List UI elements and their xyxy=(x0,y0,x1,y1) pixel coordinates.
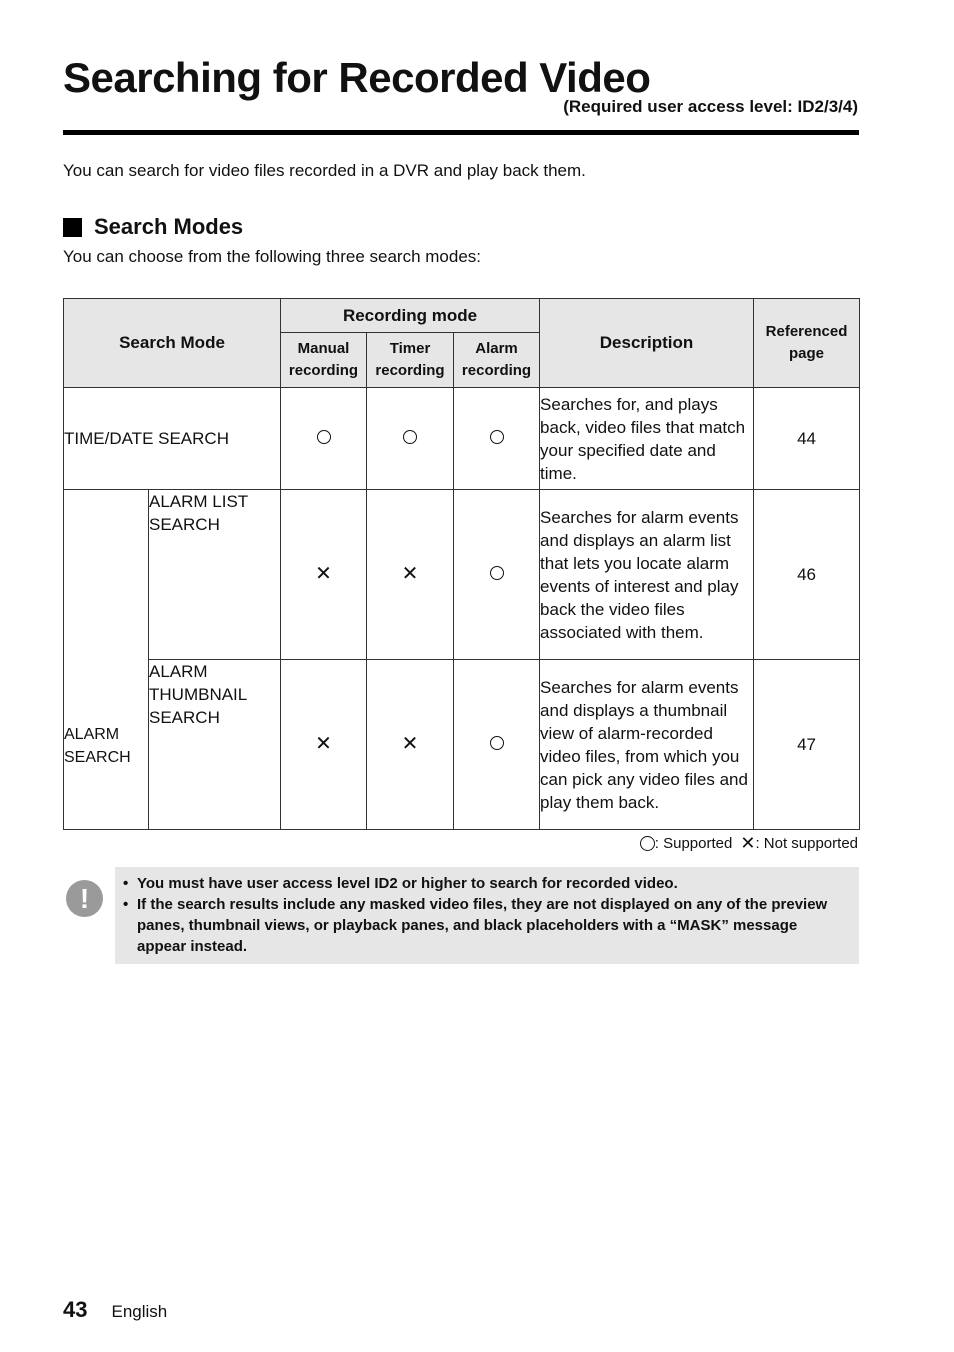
description-cell: Searches for alarm events and displays an alarm list that lets you locate alarm events of interest and play back the video files associated with them. xyxy=(540,490,754,660)
page-ref-cell: 44 xyxy=(754,388,860,490)
alarm-mark-cell xyxy=(454,388,540,490)
circle-icon xyxy=(403,430,417,444)
table-row xyxy=(64,660,860,830)
circle-icon xyxy=(490,566,504,580)
alarm-mark-cell xyxy=(454,490,540,660)
header-manual-line-1: Manual xyxy=(297,340,350,357)
marks-legend xyxy=(640,833,858,853)
description-cell: Searches for alarm events and displays a thumbnail view of alarm-recorded video files, from which you can pick any video files and play them back. xyxy=(540,660,754,830)
table-row xyxy=(64,490,860,660)
timer-mark-cell xyxy=(367,388,454,490)
search-modes-table xyxy=(63,298,860,830)
header-manual-recording xyxy=(281,333,367,388)
manual-mark-cell xyxy=(281,660,367,830)
table-header-row xyxy=(64,299,860,333)
timer-mark-cell xyxy=(367,660,454,830)
header-alarm-line-1: Alarm xyxy=(475,340,518,357)
legend-not-supported-label: : Not supported xyxy=(755,834,858,852)
mode-cell: ALARM THUMBNAIL SEARCH xyxy=(149,660,281,830)
exclamation-icon: ! xyxy=(66,880,103,917)
group-label-line-2: SEARCH xyxy=(64,748,131,766)
notice-box xyxy=(115,867,859,964)
header-timer-recording xyxy=(367,333,454,388)
legend-supported xyxy=(640,835,733,852)
header-timer-line-2: recording xyxy=(375,362,445,379)
section-heading-label: Search Modes xyxy=(94,214,244,239)
notice-item: • You must have user access level ID2 or higher to search for recorded video. xyxy=(121,873,835,894)
cross-icon: ✕ xyxy=(401,733,419,755)
intro-text: You can search for video files recorded in a DVR and play back them. xyxy=(63,161,586,180)
footer-language: English xyxy=(111,1302,168,1321)
page-footer xyxy=(63,1297,167,1323)
header-alarm-line-2: recording xyxy=(461,362,532,379)
header-description: Description xyxy=(540,299,754,388)
section-intro-text: You can choose from the following three search modes: xyxy=(63,247,482,266)
cross-icon: ✕ xyxy=(315,733,332,755)
alarm-mark-cell xyxy=(454,660,540,830)
mode-cell: ALARM LIST SEARCH xyxy=(149,490,281,660)
cross-icon: ✕ xyxy=(315,563,332,585)
table-row xyxy=(64,388,860,490)
circle-icon xyxy=(490,430,504,444)
alarm-search-group-label xyxy=(64,490,149,830)
page-title: Searching for Recorded Video xyxy=(63,54,651,101)
title-divider xyxy=(63,130,859,135)
header-referenced-page xyxy=(754,299,860,388)
cross-icon: ✕ xyxy=(740,833,756,853)
header-ref-line-1: Referenced xyxy=(765,323,848,340)
section-heading xyxy=(63,214,243,240)
group-label-line-1: ALARM xyxy=(64,725,120,743)
access-level-note: (Required user access level: ID2/3/4) xyxy=(563,97,858,116)
header-recording-mode: Recording mode xyxy=(281,299,540,333)
legend-supported-label: : Supported xyxy=(654,834,733,852)
header-manual-line-2: recording xyxy=(288,362,359,379)
header-alarm-recording xyxy=(454,333,540,388)
circle-icon xyxy=(490,736,504,750)
notice-list xyxy=(121,873,835,957)
header-ref-line-2: page xyxy=(789,345,825,362)
manual-mark-cell xyxy=(281,388,367,490)
header-timer-line-1: Timer xyxy=(389,340,431,357)
page-number: 43 xyxy=(63,1297,88,1322)
circle-icon xyxy=(640,836,655,851)
page-ref-cell: 47 xyxy=(754,660,860,830)
legend-not-supported xyxy=(740,833,858,853)
notice-item: • If the search results include any masked video files, they are not displayed on any of the preview panes, thumbnail views, or playback panes, and black placeholders with a “MASK” message appear instead. xyxy=(121,894,835,957)
mode-cell: TIME/DATE SEARCH xyxy=(64,388,281,490)
description-cell: Searches for, and plays back, video files that match your specified date and time. xyxy=(540,388,754,490)
page-ref-cell: 46 xyxy=(754,490,860,660)
timer-mark-cell xyxy=(367,490,454,660)
header-search-mode: Search Mode xyxy=(64,299,281,388)
circle-icon xyxy=(317,430,331,444)
cross-icon: ✕ xyxy=(401,563,419,585)
square-bullet-icon xyxy=(63,218,82,237)
manual-mark-cell xyxy=(281,490,367,660)
